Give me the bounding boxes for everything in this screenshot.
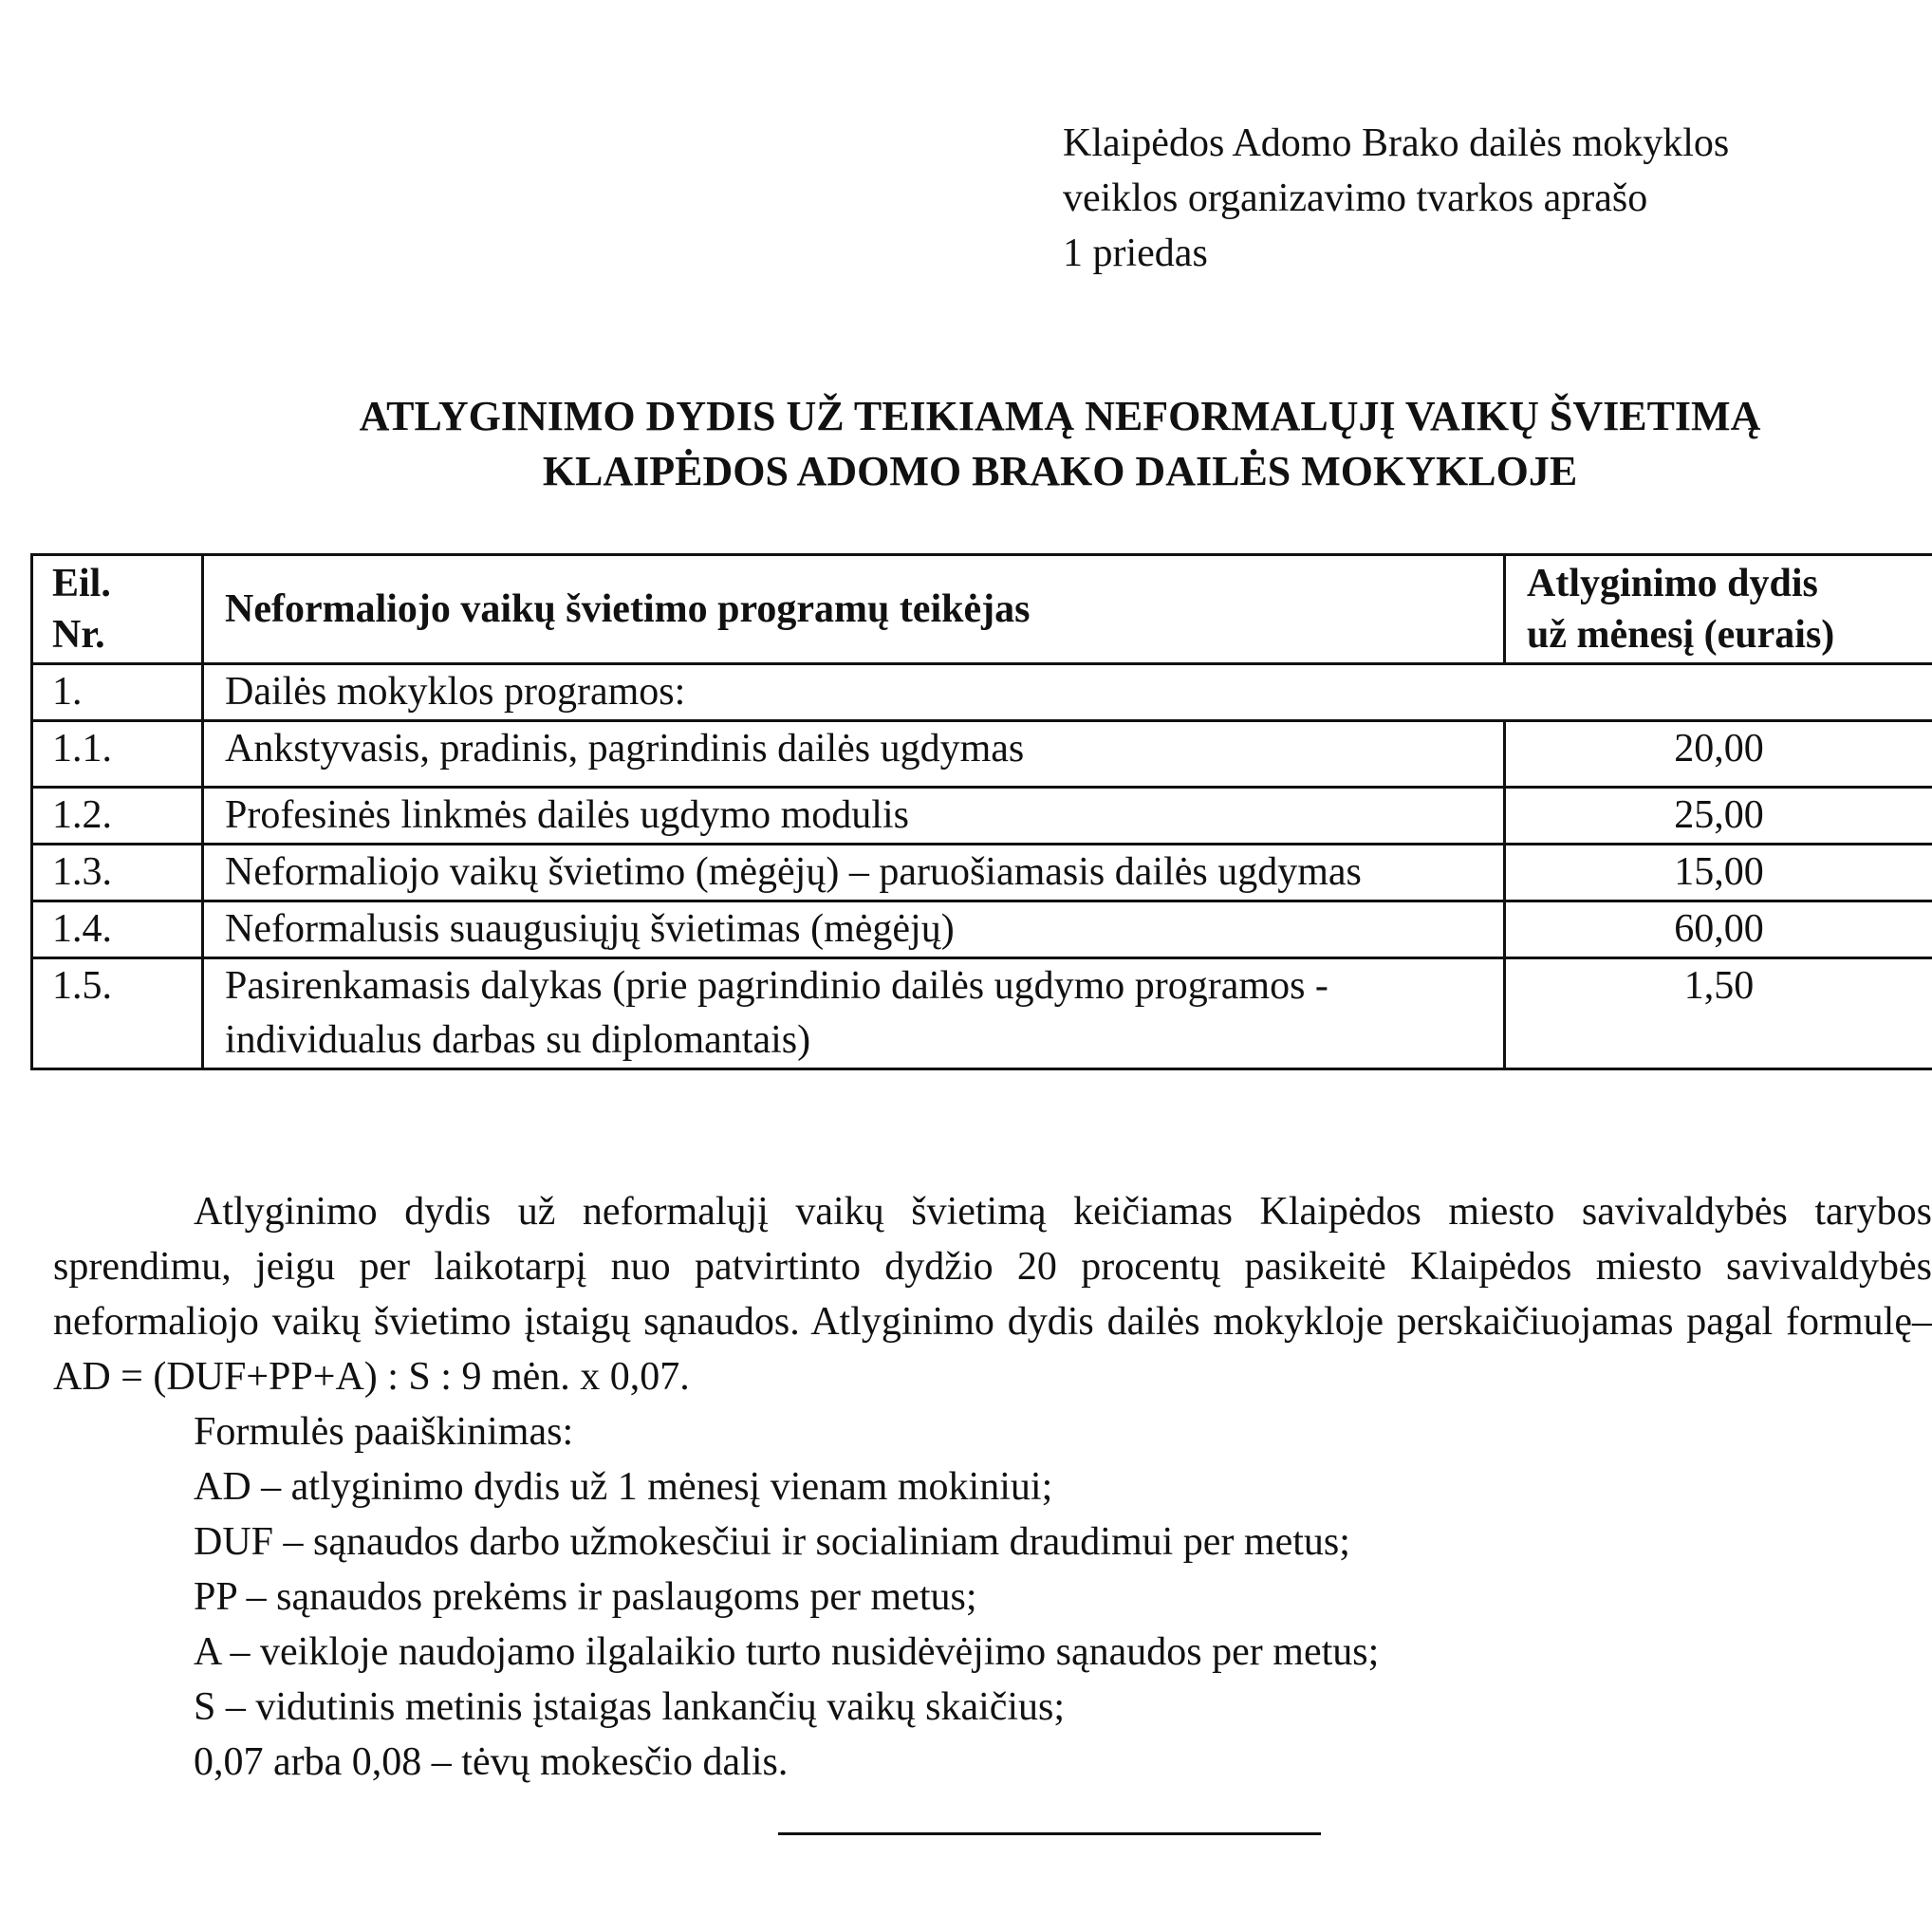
annex-reference-line: Klaipėdos Adomo Brako dailės mokyklos [1063,121,1730,165]
end-divider [778,1832,1321,1835]
row-number: 1.4. [32,901,203,958]
document-title-line: ATLYGINIMO DYDIS UŽ TEIKIAMĄ NEFORMALŲJĮ VAIKŲ ŠVIETIMĄ [359,393,1761,439]
section-number: 1. [32,664,203,721]
annex-reference-line: veiklos organizavimo tvarkos aprašo [1063,176,1648,220]
row-label: Neformaliojo vaikų švietimo (mėgėjų) – paruošiamasis dailės ugdymas [203,845,1505,901]
fee-table [30,553,1932,1070]
formula-item: S – vidutinis metinis įstaigas lankančių vaikų skaičius; [194,1685,1066,1729]
annex-reference-line: 1 priedas [1063,232,1208,275]
row-number: 1.1. [32,721,203,788]
section-label: Dailės mokyklos programos: [203,664,1932,721]
table-row [32,845,1932,901]
table-section-row [32,664,1932,721]
row-fee: 25,00 [1505,788,1932,845]
header-fee-line: už mėnesį (eurais) [1527,613,1835,657]
row-fee: 15,00 [1505,845,1932,901]
formula-item: A – veikloje naudojamo ilgalaikio turto nusidėvėjimo sąnaudos per metus; [194,1630,1380,1674]
header-number-line: Eil. [52,562,111,605]
row-number: 1.2. [32,788,203,845]
body-paragraph: Atlyginimo dydis už neformalųjį vaikų švietimą keičiamas Klaipėdos miesto savivaldybės tarybos sprendimu, jeigu per laikotarpį nuo patvirtinto dydžio 20 procentų pasikeitė Klaipėdos miesto savivaldybės neformaliojo vaikų švietimo įstaigų sąnaudos. Atlyginimo dydis dailės mokykloje perskaičiuojamas pagal formulę– AD = (DUF+PP+A) : S : 9 mėn. x 0,07. [53,1190,1932,1399]
document-title [30,389,1932,499]
row-label: Profesinės linkmės dailės ugdymo modulis [203,788,1505,845]
row-fee: 60,00 [1505,901,1932,958]
table-row [32,958,1932,1069]
document-title-line: KLAIPĖDOS ADOMO BRAKO DAILĖS MOKYKLOJE [542,448,1578,494]
row-fee: 20,00 [1505,721,1932,788]
formula-explanation [194,1404,1379,1790]
formula-item: AD – atlyginimo dydis už 1 mėnesį vienam mokiniui; [194,1465,1053,1509]
row-number: 1.3. [32,845,203,901]
row-number: 1.5. [32,958,203,1069]
formula-item: 0,07 arba 0,08 – tėvų mokesčio dalis. [194,1740,789,1784]
header-fee [1505,555,1932,664]
row-fee: 1,50 [1505,958,1932,1069]
row-label: Ankstyvasis, pradinis, pagrindinis dailės ugdymas [203,721,1505,788]
formula-item: PP – sąnaudos prekėms ir paslaugoms per metus; [194,1575,977,1619]
formula-heading: Formulės paaiškinimas: [194,1410,574,1454]
header-number [32,555,203,664]
header-provider: Neformaliojo vaikų švietimo programų teikėjas [203,555,1505,664]
table-header-row [32,555,1932,664]
header-number-line: Nr. [52,613,105,657]
table-row [32,901,1932,958]
header-fee-line: Atlyginimo dydis [1527,562,1818,605]
row-label: Neformalusis suaugusiųjų švietimas (mėgėjų) [203,901,1505,958]
table-row [32,721,1932,788]
formula-item: DUF – sąnaudos darbo užmokesčiui ir socialiniam draudimui per metus; [194,1520,1350,1564]
table-row [32,788,1932,845]
annex-reference [1063,116,1729,281]
row-label: Pasirenkamasis dalykas (prie pagrindinio dailės ugdymo programos - individualus darbas su diplomantais) [203,958,1505,1069]
